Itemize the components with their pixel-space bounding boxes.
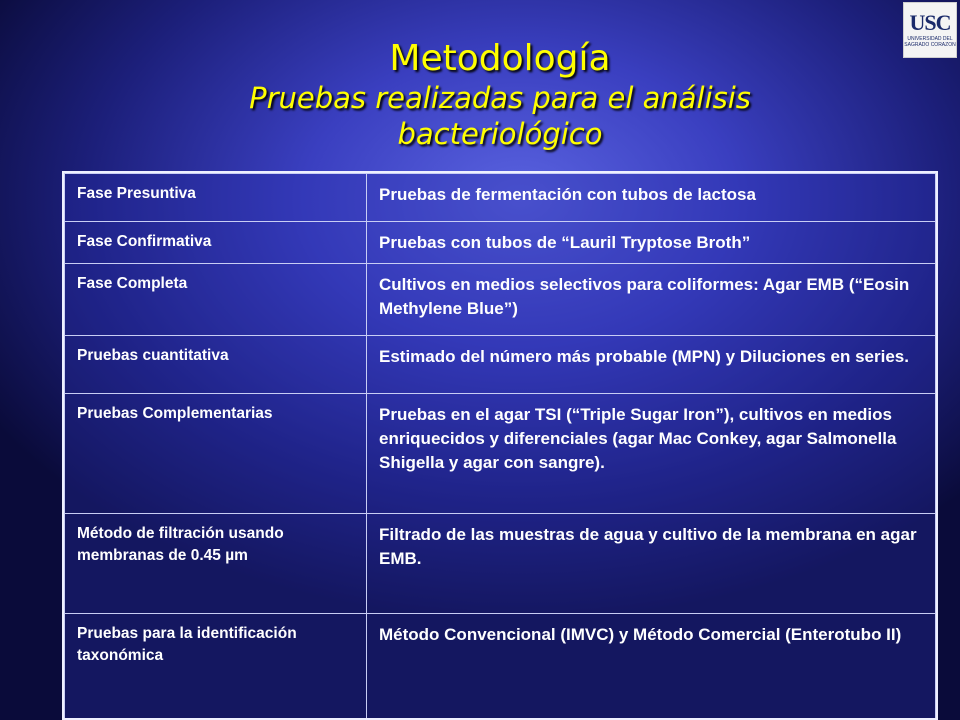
phase-cell: Pruebas cuantitativa bbox=[65, 336, 367, 394]
table-row bbox=[65, 614, 936, 720]
logo-mark: USC bbox=[909, 10, 951, 35]
page-title: Metodología bbox=[389, 38, 611, 79]
description-cell: Pruebas en el agar TSI (“Triple Sugar Iron”), cultivos en medios enriquecidos y diferenciales (agar Mac Conkey, agar Salmonella Shigella y agar con sangre). bbox=[367, 394, 936, 514]
description-cell: Cultivos en medios selectivos para coliformes: Agar EMB (“Eosin Methylene Blue”) bbox=[367, 264, 936, 336]
description-cell: Pruebas de fermentación con tubos de lactosa bbox=[367, 174, 936, 222]
page-subtitle-line2: bacteriológico bbox=[397, 117, 603, 151]
phase-cell: Fase Presuntiva bbox=[65, 174, 367, 222]
table-row bbox=[65, 336, 936, 394]
table-row bbox=[65, 222, 936, 264]
table-row bbox=[65, 174, 936, 222]
slide-title bbox=[160, 38, 840, 152]
page-subtitle-line1: Pruebas realizadas para el análisis bbox=[249, 81, 751, 115]
table-row bbox=[65, 264, 936, 336]
description-cell: Pruebas con tubos de “Lauril Tryptose Broth” bbox=[367, 222, 936, 264]
description-cell: Método Convencional (IMVC) y Método Comercial (Enterotubo II) bbox=[367, 614, 936, 720]
phase-cell: Pruebas Complementarias bbox=[65, 394, 367, 514]
description-cell: Filtrado de las muestras de agua y cultivo de la membrana en agar EMB. bbox=[367, 514, 936, 614]
phase-cell: Fase Confirmativa bbox=[65, 222, 367, 264]
phase-cell: Método de filtración usando membranas de 0.45 µm bbox=[65, 514, 367, 614]
table-row bbox=[65, 514, 936, 614]
methodology-table bbox=[62, 171, 938, 720]
description-cell: Estimado del número más probable (MPN) y Diluciones en series. bbox=[367, 336, 936, 394]
phase-cell: Fase Completa bbox=[65, 264, 367, 336]
logo-text: UNIVERSIDAD DEL SAGRADO CORAZON bbox=[904, 36, 956, 48]
table-row bbox=[65, 394, 936, 514]
university-logo bbox=[903, 2, 957, 58]
phase-cell: Pruebas para la identificación taxonómica bbox=[65, 614, 367, 720]
